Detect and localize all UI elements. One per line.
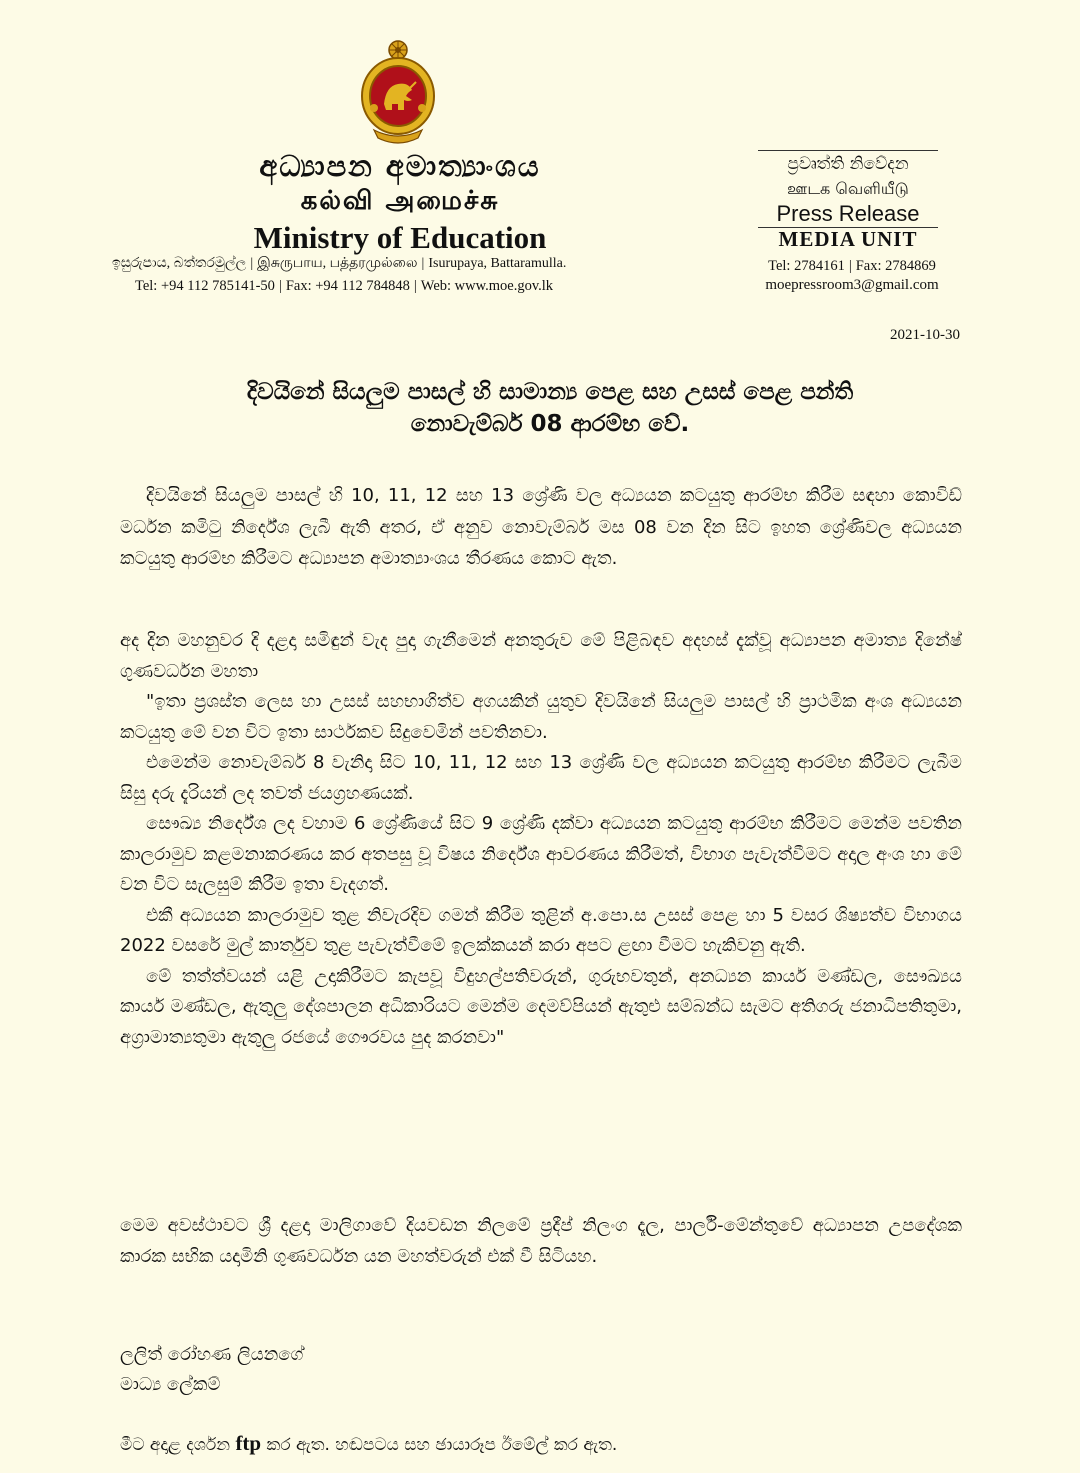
media-press-release-tamil: ஊடக வெளியீடு xyxy=(787,179,909,198)
signatory-title: මාධ්‍ය ලේකම් xyxy=(120,1374,221,1395)
headline xyxy=(110,376,990,440)
body-quote-block xyxy=(120,626,962,1053)
media-press-release-english: Press Release xyxy=(776,201,920,226)
ministry-address: ඉසුරුපාය, බත්තරමුල්ල | இசுருபாய, பத்தரமுல்லை | Isurupaya, Battaramulla. xyxy=(112,256,567,271)
media-unit-fax: Fax: 2784869 xyxy=(855,258,936,274)
signatory-name: ලලිත් රෝහණ ලියනගේ xyxy=(120,1344,304,1365)
media-unit-contacts: Tel: 2784161 | Fax: 2784869 xyxy=(768,258,936,274)
media-unit-title: MEDIA UNIT xyxy=(778,227,918,251)
ministry-name xyxy=(100,148,700,256)
body-paragraph-3: "ඉතා ප්‍රශස්ත ලෙස හා උසස් සහභාගිත්ව අගයකින් යුතුව දිවයිනේ සියලුම පාසල් හි ප්‍රාථමික අංශ අධ්‍යයන කටයුතු මේ වන විට ඉතා සාර්ථකව සිදුවෙමින් පවතිනවා. xyxy=(120,691,962,743)
address-tamil: இசுருபாய, பத்தரமுல்லை xyxy=(257,256,418,271)
body-paragraph-7: මේ තත්ත්වයන් යළි උදාකිරීමට කැපවූ විදුහල්පතිවරුන්, ගුරුභවතුන්, අනධ්‍යන කාර්ය මණ්ඩල, සෞඛ්‍යය කාර්ය මණ්ඩල, ඇතුලු දේශපාලන අධිකාරියට මෙන්ම දෙමව්පියන් ඇතුළු සම්බන්ධ සැමට අතිගරු ජනාධිපතිතුමා, අග්‍රාමාත්‍යතුමා ඇතුලු රජයේ ගෞරවය පුද කරනවා" xyxy=(120,965,962,1048)
media-unit-tel: Tel: 2784161 xyxy=(768,258,845,274)
release-date: 2021-10-30 xyxy=(890,327,960,343)
headline-line-1: දිවයිනේ සියලුම පාසල් හි සාමාන්‍ය පෙළ සහ උසස් පෙළ පන්ති xyxy=(246,379,854,405)
address-sinhala: ඉසුරුපාය, බත්තරමුල්ල xyxy=(112,256,247,271)
ministry-web: Web: www.moe.gov.lk xyxy=(420,278,554,294)
body-paragraph-6: එකී අධ්‍යයන කාලරාමුව තුළ නිවැරදිව ගමන් කිරීම තුළින් අ.පො.ස උසස් පෙළ හා 5 වසර ශිෂ්‍යත්ව විභාගය 2022 වසරේ මුල් කාර්තුව තුළ පැවැත්වීමේ ඉලක්කයන් කරා අපට ළඟා වීමට හැකිවනු ඇති. xyxy=(120,904,962,956)
body-paragraph-4: එමෙන්ම නොවැම්බර් 8 වැනිදා සිට 10, 11, 12 සහ 13 ශ්‍රේණි වල අධ්‍යයන කටයුතු ආරම්භ කිරීමට ලැබීම සිසු දරු දැරියන් ලද තවත් ජයග්‍රහණයක්. xyxy=(120,752,962,804)
media-unit-email: moepressroom3@gmail.com xyxy=(765,277,939,293)
footer-ftp: ftp xyxy=(235,1431,262,1455)
footer-note-pre: මීට අදාළ දර්ශන xyxy=(120,1435,231,1455)
ministry-fax: Fax: +94 112 784848 xyxy=(285,278,410,294)
media-unit-box xyxy=(758,150,938,250)
body-paragraph-5: සෞඛ්‍ය නිර්දේශ ලද වහාම 6 ශ්‍රේණියේ සිට 9 ශ්‍රේණි දක්වා අධ්‍යයන කටයුතු ආරම්භ කිරීමට මෙන්ම පවතින කාලරාමුව කළමනාකරණය කර අතපසු වූ විෂය නිර්දේශ ආවරණය කිරීමත්, විභාග පැවැත්වීමට අදාල අංශ හා මේ වන විට සැලසුම් කිරීම ඉතා වැදගත්. xyxy=(120,813,962,895)
body-paragraph-1: දිවයිනේ සියලුම පාසල් හි 10, 11, 12 සහ 13 ශ්‍රේණි වල අධ්‍යයන කටයුතු ආරම්භ කිරීම සඳහා කොවිඩ් මර්ධන කමිටු නිර්දේශ ලැබී ඇති අතර, ඒ අනුව නොවැම්බර් මස 08 වන දින සිට ඉහත ශ්‍රේණිවල අධ්‍යයන කටයුතු ආරම්භ කිරීමට අධ්‍යාපන අමාත්‍යාංශය තීරණය කොට ඇත. xyxy=(120,485,962,569)
footer-note xyxy=(120,1431,617,1456)
ministry-name-english: Ministry of Education xyxy=(253,220,547,255)
body-paragraph-8: මෙම අවස්ථාවට ශ්‍රී දළදා මාලිගාවේ දියවඩන නිලමේ ප්‍රදීප් නිලංග දෑල, පාර්ලි-මේන්තුවේ අධ්‍යාපන උපදේශක කාරක සභික යදාමිනි ගුණවර්ධන යන මහත්වරුන් එක් වී සිටියහ. xyxy=(120,1215,962,1267)
footer-note-post: කර ඇත. හඬපටය සහ ඡායාරූප ඊමේල් කර ඇත. xyxy=(261,1435,618,1455)
ministry-name-sinhala: අධ්‍යාපන අමාත්‍යාංශය xyxy=(259,149,541,183)
sri-lanka-emblem-icon xyxy=(358,38,438,148)
body-paragraph-2: අද දින මහනුවර දි දළදා සමිඳුන් වැද පුදා ගැනීමෙන් අනතුරුව මේ පිළිබඳව අදහස් දැක්වූ අධ්‍යාපන අමාත්‍ය දිනේෂ් ගුණවර්ධන මහතා xyxy=(120,630,962,682)
ministry-tel: Tel: +94 112 785141-50 xyxy=(135,278,275,294)
ministry-name-tamil: கல்வி அமைச்சு xyxy=(300,186,500,216)
headline-line-2: නොවැම්බර් 08 ආරම්භ වේ. xyxy=(410,411,690,437)
media-press-release-sinhala: ප්‍රවෘත්ති නිවේදන xyxy=(787,154,909,174)
ministry-contacts: Tel: +94 112 785141-50 | Fax: +94 112 784848 | Web: www.moe.gov.lk xyxy=(135,278,554,294)
signature-block xyxy=(120,1340,303,1400)
address-english: Isurupaya, Battaramulla. xyxy=(428,256,567,271)
